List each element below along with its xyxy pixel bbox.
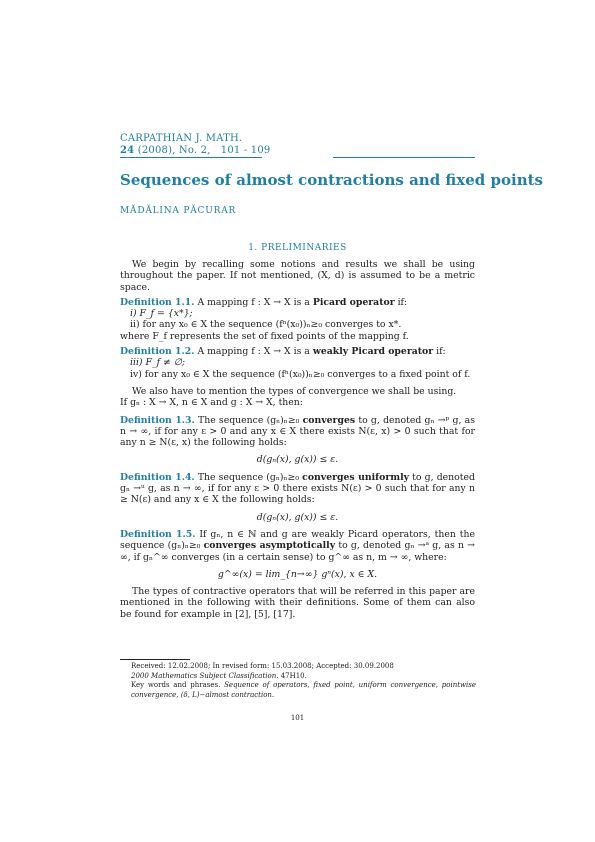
definition-text: to g, denoted gₙ →ᵘ g, as n → ∞, if for any ε > 0 there exists N(ε) > 0 such that for any n ≥ N(ε) and any x ∈ X the following holds: xyxy=(120,471,475,506)
definition-term: converges xyxy=(302,414,356,426)
definition-text: to g, denoted gₙ →ᵖ g, as n → ∞, if for any ε > 0 and any x ∈ X there exists N(ε, x) > 0 such that for any n ≥ N(ε, x) the following holds: xyxy=(120,414,475,449)
equation: d(gₙ(x), g(x)) ≤ ε. xyxy=(256,454,339,466)
definition-label: Definition 1.2. xyxy=(120,346,195,358)
definition-label: Definition 1.3. xyxy=(120,414,195,426)
header-rule-right xyxy=(333,157,475,158)
page-number: 101 xyxy=(290,714,305,722)
equation: g^∞(x) = lim_{n→∞} gⁿ(x), x ∈ X. xyxy=(217,568,378,580)
definition-1-2 xyxy=(120,346,475,380)
definition-text: If gₙ, n ∈ ℕ and g are weakly Picard operators, then the sequence (gₙ)ₙ≥₀ xyxy=(120,528,475,552)
footnote-rule xyxy=(120,659,190,660)
footnote-dates: Received: 12.02.2008; In revised form: 15.03.2008; Accepted: 30.09.2008 xyxy=(131,662,394,670)
definition-text: if: xyxy=(397,296,408,308)
definition-text: if: xyxy=(436,346,446,358)
definition-text: The sequence (gₙ)ₙ≥₀ xyxy=(198,414,300,426)
closing-paragraph: The types of contractive operators that will be referred in this paper are mentioned in the following with their definitions. Some of them can also be found for example in [2], [5], [17]. xyxy=(120,586,475,620)
definition-text: to g, denoted gₙ →ᵃ g, as n → ∞, if gₙ^∞ converges (in a certain sense) to g^∞ as n, m → ∞, where: xyxy=(120,540,475,563)
intro-paragraph: We begin by recalling some notions and results we shall be using throughout the paper. If not mentioned, (X, d) is assumed to be a metric space. xyxy=(120,259,475,293)
equation: d(gₙ(x), g(x)) ≤ ε. xyxy=(256,511,339,523)
definition-note: where F_f represents the set of fixed points of the mapping f. xyxy=(120,330,409,342)
definition-text: A mapping f : X → X is a xyxy=(197,296,310,308)
definition-label: Definition 1.1. xyxy=(120,296,195,308)
paper-title: Sequences of almost contractions and fixed points xyxy=(120,171,543,189)
issue-info: (2008), No. 2, xyxy=(137,145,211,156)
msc-value: 47H10. xyxy=(280,671,307,680)
definition-1-1 xyxy=(120,297,475,342)
definition-item: iii) F_f ≠ ∅; xyxy=(130,357,185,369)
definition-item: iv) for any x₀ ∈ X the sequence (fⁿ(x₀))ₙ≥₀ converges to a fixed point of f. xyxy=(130,368,471,380)
definition-term: converges asymptotically xyxy=(203,540,336,552)
definition-label: Definition 1.4. xyxy=(120,471,195,483)
convergence-intro-2: If gₙ : X → X, n ∈ X and g : X → X, then: xyxy=(120,397,303,409)
definition-term: converges uniformly xyxy=(302,471,410,483)
definition-1-5 xyxy=(120,529,475,563)
definition-term: weakly Picard operator xyxy=(312,346,434,358)
definition-item: i) F_f = {x*}; xyxy=(130,308,193,320)
definition-term: Picard operator xyxy=(312,296,395,308)
section-heading: 1. PRELIMINARIES xyxy=(248,243,347,253)
volume-number: 24 xyxy=(120,145,135,156)
keywords-label: Key words and phrases. xyxy=(131,681,221,689)
definition-text: A mapping f : X → X is a xyxy=(197,346,310,358)
journal-name: CARPATHIAN J. MATH. xyxy=(120,133,243,144)
definition-1-4 xyxy=(120,472,475,506)
keywords-value: Sequence of operators, fixed point, uniform convergence, pointwise convergence, (δ, L)−almost contraction. xyxy=(131,681,476,699)
convergence-intro: We also have to mention the types of convergence we shall be using. xyxy=(132,385,457,397)
definition-text: The sequence (gₙ)ₙ≥₀ xyxy=(197,471,300,483)
definition-item: ii) for any x₀ ∈ X the sequence (fⁿ(x₀))ₙ≥₀ converges to x*. xyxy=(130,319,402,331)
footnote-keywords xyxy=(131,681,476,700)
page-range: 101 - 109 xyxy=(220,145,271,156)
main-body xyxy=(120,259,475,620)
footnote-msc xyxy=(131,672,476,682)
author-name: MĂDĂLINA PĂCURAR xyxy=(120,206,237,216)
journal-volume-line xyxy=(120,145,270,157)
header-rule-left xyxy=(120,157,262,158)
definition-label: Definition 1.5. xyxy=(120,528,196,540)
msc-label: 2000 Mathematics Subject Classification. xyxy=(131,671,279,680)
definition-1-3 xyxy=(120,415,475,449)
footnote xyxy=(131,662,476,700)
